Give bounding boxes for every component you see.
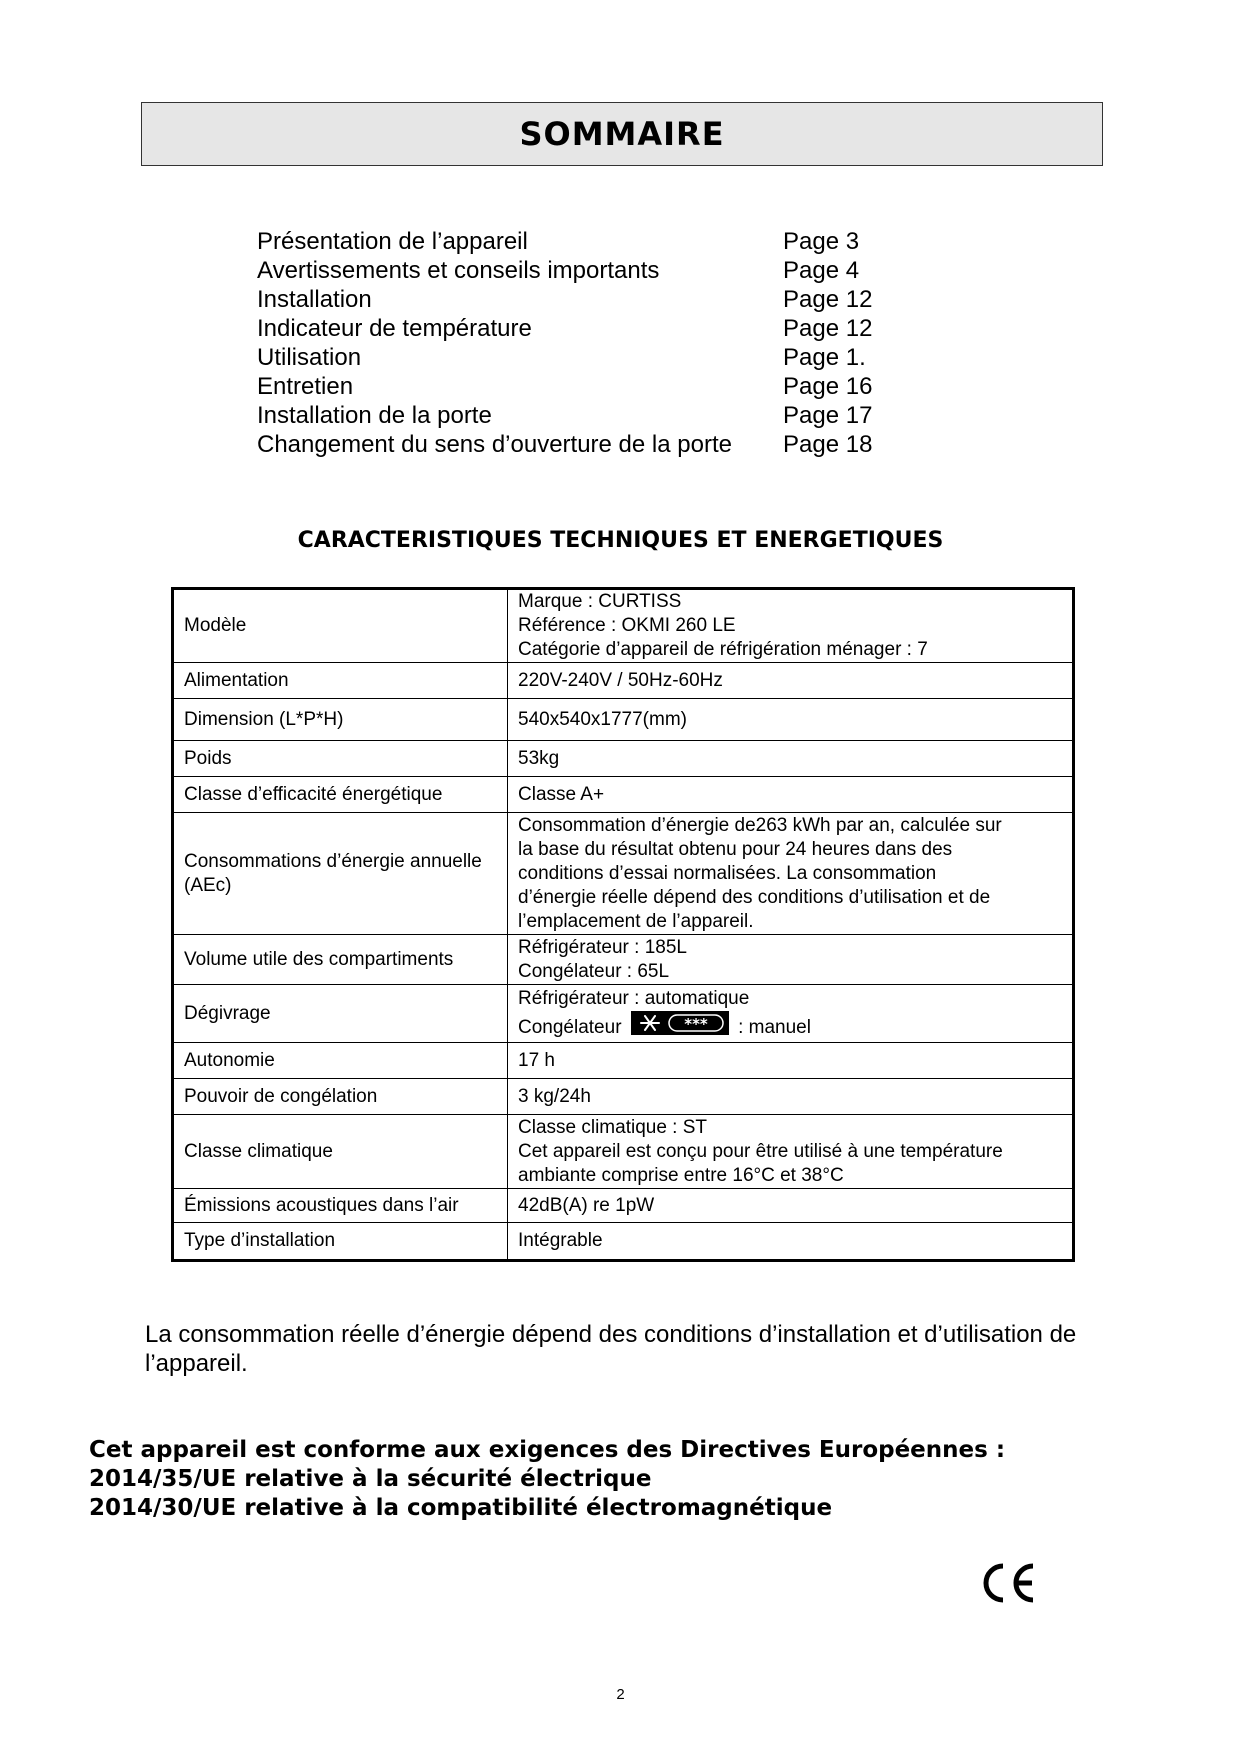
spec-value-line: conditions d’essai normalisées. La consommation xyxy=(518,862,937,884)
spec-value xyxy=(508,935,1074,985)
spec-value-line: Catégorie d’appareil de réfrigération ménager : 7 xyxy=(518,639,928,660)
toc-item[interactable] xyxy=(257,401,957,430)
spec-value: 17 h xyxy=(508,1043,1074,1079)
spec-label: Modèle xyxy=(173,589,508,663)
page-number: 2 xyxy=(616,1686,625,1703)
spec-value: Classe A+ xyxy=(508,777,1074,813)
toc-item[interactable] xyxy=(257,372,957,401)
toc-item-label: Indicateur de température xyxy=(257,315,532,342)
spec-row-dimension xyxy=(173,699,1074,741)
toc-item-label: Présentation de l’appareil xyxy=(257,228,528,255)
spec-value-line: Congélateur : 65L xyxy=(518,960,670,982)
spec-label: Classe climatique xyxy=(173,1115,508,1189)
table-of-contents xyxy=(257,227,957,459)
toc-item[interactable] xyxy=(257,256,957,285)
spec-label: Classe d’efficacité énergétique xyxy=(173,777,508,813)
energy-consumption-note: La consommation réelle d’énergie dépend des conditions d’installation et d’utilisation de l’appareil. xyxy=(145,1321,1077,1377)
eu-directives xyxy=(89,1436,1189,1523)
spec-row-defrost xyxy=(173,985,1074,1043)
specs-table xyxy=(171,587,1075,1262)
toc-item[interactable] xyxy=(257,343,957,372)
spec-label: Volume utile des compartiments xyxy=(173,935,508,985)
spec-row-freezing xyxy=(173,1079,1074,1115)
spec-value-line: Référence : OKMI 260 LE xyxy=(518,615,736,636)
freezer-label: Congélateur xyxy=(518,1017,622,1038)
toc-item[interactable] xyxy=(257,227,957,256)
spec-row-autonomy xyxy=(173,1043,1074,1079)
spec-value xyxy=(508,589,1074,663)
spec-value-line: Réfrigérateur : 185L xyxy=(518,936,687,958)
summary-title-box xyxy=(141,102,1103,166)
spec-value-line: la base du résultat obtenu pour 24 heures dans des xyxy=(518,838,953,860)
spec-label: Émissions acoustiques dans l’air xyxy=(173,1189,508,1223)
spec-row-consumption xyxy=(173,813,1074,935)
spec-row-power xyxy=(173,663,1074,699)
toc-item[interactable] xyxy=(257,285,957,314)
spec-value: 42dB(A) re 1pW xyxy=(508,1189,1074,1223)
spec-value: 220V-240V / 50Hz-60Hz xyxy=(508,663,1074,699)
toc-item-page: Page 4 xyxy=(783,257,860,284)
spec-row-energy-class xyxy=(173,777,1074,813)
toc-item-label: Installation de la porte xyxy=(257,402,492,429)
toc-item-page: Page 12 xyxy=(783,286,873,313)
spec-row-install-type xyxy=(173,1223,1074,1261)
toc-item-label: Utilisation xyxy=(257,344,362,371)
freezer-star-rating-icon xyxy=(631,1011,729,1035)
spec-label: Type d’installation xyxy=(173,1223,508,1261)
toc-item[interactable] xyxy=(257,314,957,343)
summary-title: SOMMAIRE xyxy=(519,115,725,153)
toc-item[interactable] xyxy=(257,430,957,459)
spec-label: Pouvoir de congélation xyxy=(173,1079,508,1115)
ce-mark-icon xyxy=(978,1561,1038,1605)
spec-row-model xyxy=(173,589,1074,663)
directive-item: 2014/35/UE relative à la sécurité électrique xyxy=(89,1466,652,1492)
spec-row-volume xyxy=(173,935,1074,985)
toc-item-page: Page 3 xyxy=(783,228,860,255)
spec-value-line: d’énergie réelle dépend des conditions d’utilisation et de xyxy=(518,886,991,908)
spec-value-line: Marque : CURTISS xyxy=(518,591,682,612)
spec-row-climate xyxy=(173,1115,1074,1189)
freezer-defrost-mode: : manuel xyxy=(738,1017,811,1038)
spec-label: Alimentation xyxy=(173,663,508,699)
toc-item-page: Page 16 xyxy=(783,373,873,400)
directive-item: 2014/30/UE relative à la compatibilité électromagnétique xyxy=(89,1495,833,1521)
spec-value xyxy=(508,985,1074,1043)
toc-item-label: Changement du sens d’ouverture de la porte xyxy=(257,431,732,458)
spec-value-line: ambiante comprise entre 16°C et 38°C xyxy=(518,1164,844,1186)
spec-label: Autonomie xyxy=(173,1043,508,1079)
spec-label: Poids xyxy=(173,741,508,777)
spec-label: Dimension (L*P*H) xyxy=(173,699,508,741)
toc-item-page: Page 18 xyxy=(783,431,873,458)
toc-item-page: Page 1. xyxy=(783,344,866,371)
spec-value xyxy=(508,813,1074,935)
spec-value xyxy=(508,1115,1074,1189)
directives-intro: Cet appareil est conforme aux exigences des Directives Européennes : xyxy=(89,1437,1006,1463)
spec-value-line: l’emplacement de l’appareil. xyxy=(518,910,754,932)
spec-label: Dégivrage xyxy=(173,985,508,1043)
spec-value: Intégrable xyxy=(508,1223,1074,1261)
toc-item-page: Page 17 xyxy=(783,402,873,429)
spec-value-line xyxy=(518,1011,1062,1040)
toc-item-label: Installation xyxy=(257,286,372,313)
spec-value-line: Classe climatique : ST xyxy=(518,1116,708,1138)
spec-value: 53kg xyxy=(508,741,1074,777)
toc-item-label: Entretien xyxy=(257,373,354,400)
spec-value: 540x540x1777(mm) xyxy=(508,699,1074,741)
specs-section-title: CARACTERISTIQUES TECHNIQUES ET ENERGETIQUES xyxy=(297,528,944,553)
toc-item-page: Page 12 xyxy=(783,315,873,342)
spec-value: 3 kg/24h xyxy=(508,1079,1074,1115)
spec-value-line: Cet appareil est conçu pour être utilisé à une température xyxy=(518,1140,1003,1162)
spec-row-noise xyxy=(173,1189,1074,1223)
spec-value-line: Réfrigérateur : automatique xyxy=(518,988,750,1009)
toc-item-label: Avertissements et conseils importants xyxy=(257,257,660,284)
spec-row-weight xyxy=(173,741,1074,777)
spec-label: Consommations d’énergie annuelle (AEc) xyxy=(173,813,508,935)
freezer-stars: *** xyxy=(684,1015,708,1033)
spec-value-line: Consommation d’énergie de263 kWh par an, calculée sur xyxy=(518,814,1002,836)
